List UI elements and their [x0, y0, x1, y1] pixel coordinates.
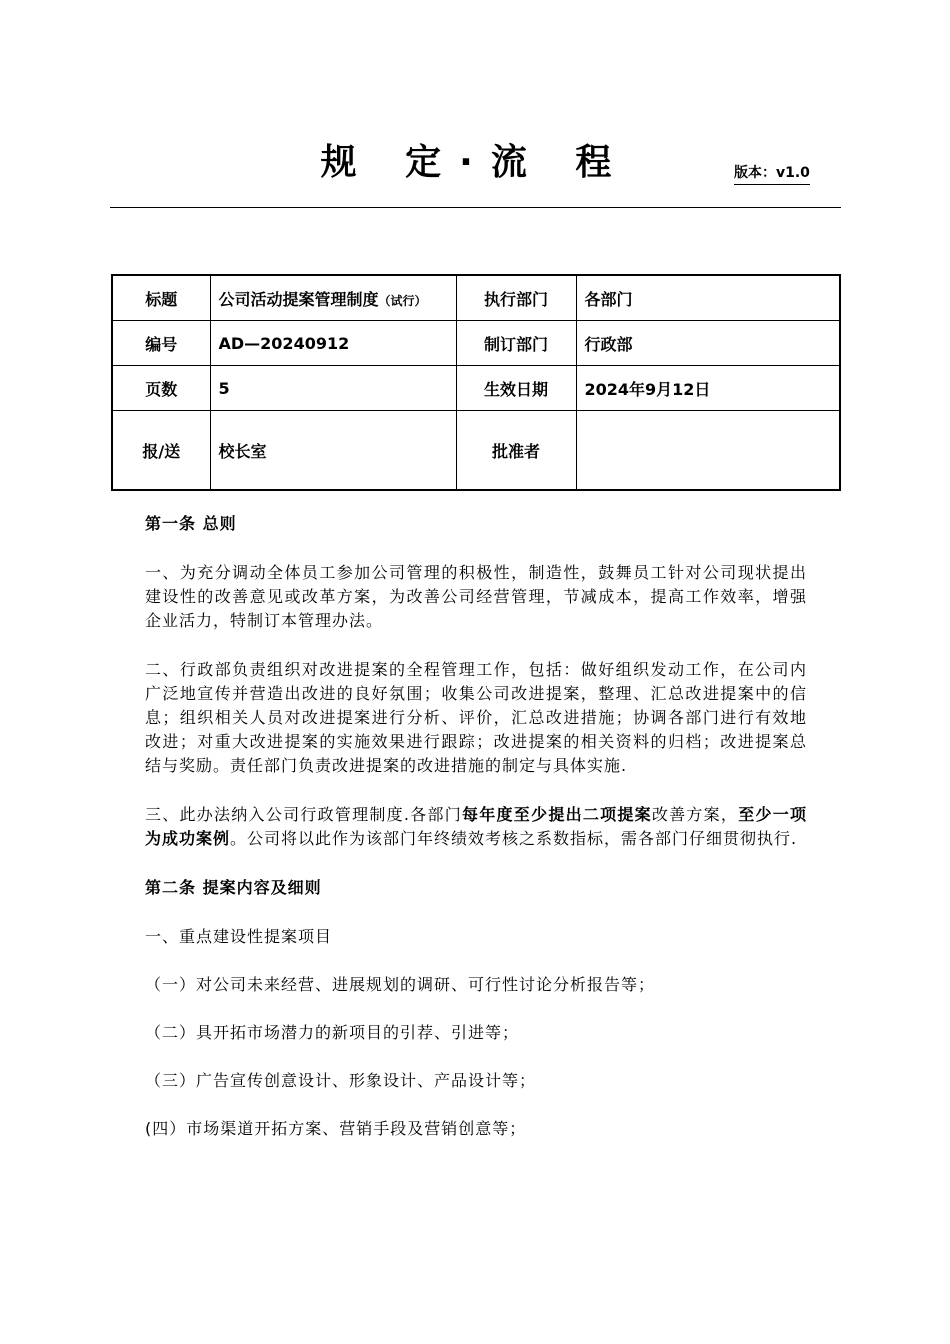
version-value: v1.0 [776, 165, 810, 181]
meta-value-submit: 校长室 [210, 411, 456, 491]
meta-value-draft-dept: 行政部 [576, 321, 840, 366]
section-2-heading: 第二条 提案内容及细则 [145, 878, 322, 897]
document-meta-table [111, 274, 841, 491]
section-1-paragraph-3 [145, 803, 807, 851]
meta-row-number [112, 321, 840, 366]
p3-text-2: 改善方案， [651, 805, 739, 824]
meta-label-draft-dept: 制订部门 [456, 321, 576, 366]
meta-value-approver [576, 411, 840, 491]
list-item: （三）广告宣传创意设计、形象设计、产品设计等； [145, 1071, 537, 1090]
list-item: （一）对公司未来经营、进展规划的调研、可行性讨论分析报告等； [145, 975, 656, 994]
meta-row-title [112, 275, 840, 321]
document-body [145, 512, 807, 1165]
section-1-paragraph-1: 一、为充分调动全体员工参加公司管理的积极性，制造性，鼓舞员工针对公司现状提出建设性的改善意见或改革方案，为改善公司经营管理，节减成本，提高工作效率，增强企业活力，特制订本管理办法。 [145, 563, 807, 630]
document-title: 规 定·流 程 [320, 142, 630, 183]
meta-label-number: 编号 [112, 321, 210, 366]
section-2-intro: 一、重点建设性提案项目 [145, 927, 333, 946]
p3-emphasis-2: 至少一项为成功案例 [145, 805, 807, 848]
meta-row-submit [112, 411, 840, 491]
meta-label-approver: 批准者 [456, 411, 576, 491]
meta-value-effective-date: 2024年9月12日 [576, 366, 840, 411]
meta-title-note: （试行） [378, 293, 427, 308]
p3-text-3: 。公司将以此作为该部门年终绩效考核之系数指标，需各部门仔细贯彻执行. [230, 829, 798, 848]
meta-label-submit: 报/送 [112, 411, 210, 491]
meta-value-pages: 5 [210, 366, 456, 411]
p3-emphasis-1: 每年度至少提出二项提案 [462, 805, 652, 824]
meta-value-exec-dept: 各部门 [576, 275, 840, 321]
meta-row-pages [112, 366, 840, 411]
title-divider [110, 207, 841, 208]
version-prefix: 版本： [734, 165, 776, 181]
section-1-heading: 第一条 总则 [145, 514, 237, 533]
meta-label-effective-date: 生效日期 [456, 366, 576, 411]
meta-value-number: AD—20240912 [210, 321, 456, 366]
meta-title-main: 公司活动提案管理制度 [218, 289, 379, 309]
p3-text-1: 三、此办法纳入公司行政管理制度.各部门 [145, 805, 463, 824]
meta-label-title: 标题 [112, 275, 210, 321]
meta-label-exec-dept: 执行部门 [456, 275, 576, 321]
section-1-paragraph-2: 二、行政部负责组织对改进提案的全程管理工作，包括：做好组织发动工作，在公司内广泛地宣传并营造出改进的良好氛围；收集公司改进提案，整理、汇总改进提案中的信息；组织相关人员对改进提案进行分析、评价，汇总改进措施；协调各部门进行有效地改进；对重大改进提案的实施效果进行跟踪；改进提案的相关资料的归档；改进提案总结与奖励。责任部门负责改进提案的改进措施的制定与具体实施. [145, 660, 807, 775]
version-label [734, 163, 810, 185]
meta-label-pages: 页数 [112, 366, 210, 411]
list-item: (四）市场渠道开拓方案、营销手段及营销创意等； [145, 1119, 527, 1138]
meta-value-title [210, 275, 456, 321]
list-item: （二）具开拓市场潜力的新项目的引荐、引进等； [145, 1023, 520, 1042]
